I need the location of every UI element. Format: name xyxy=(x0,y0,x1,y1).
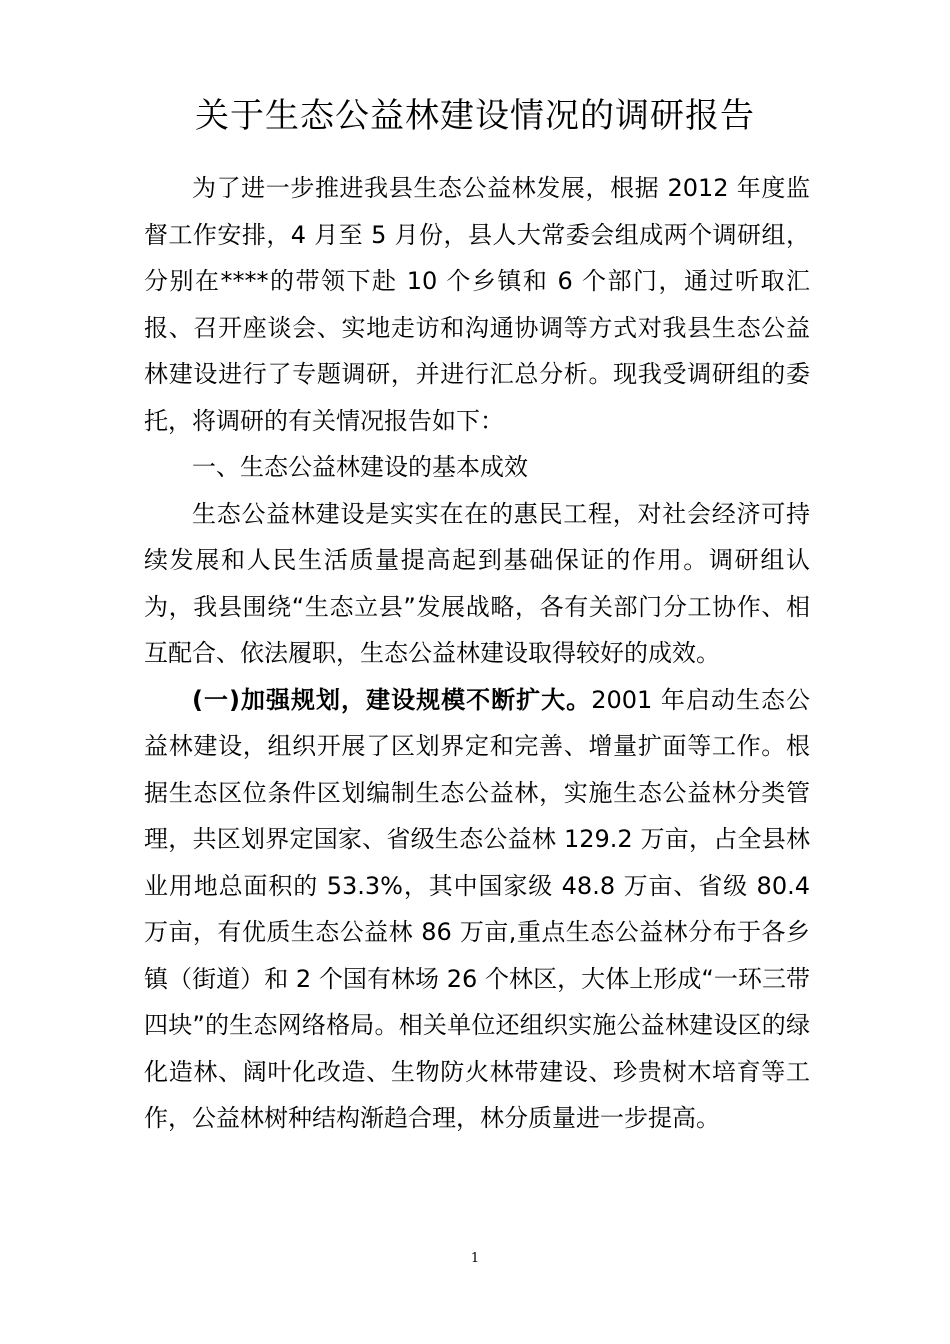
intro-paragraph: 为了进一步推进我县生态公益林发展，根据 2012 年度监督工作安排，4 月至 5 月份，县人大常委会组成两个调研组，分别在****的带领下赴 10 个乡镇和 6 个部门，通过听取汇报、召开座谈会、实地走访和沟通协调等方式对我县生态公益林建设进行了专题调研，并进行汇总分析。现我受调研组的委托，将调研的有关情况报告如下： xyxy=(144,174,810,435)
planning-paragraph xyxy=(144,677,810,1142)
document-title: 关于生态公益林建设情况的调研报告 xyxy=(195,96,755,136)
planning-text: 2001 年启动生态公益林建设，组织开展了区划界定和完善、增量扩面等工作。根据生态区位条件区划编制生态公益林，实施生态公益林分类管理，共区划界定国家、省级生态公益林 129.2 万亩，占全县林业用地总面积的 53.3%，其中国家级 48.8 万亩、省级 80.4 万亩，有优质生态公益林 86 万亩,重点生态公益林分布于各乡镇（街道）和 2 个国有林场 26 个林区，大体上形成“一环三带四块”的生态网络格局。相关单位还组织实施公益林建设区的绿化造林、阔叶化改造、生物防火林带建设、珍贵树木培育等工作，公益林树种结构渐趋合理，林分质量进一步提高。 xyxy=(144,685,810,1132)
section-heading: 一、生态公益林建设的基本成效 xyxy=(192,453,528,481)
document-body xyxy=(144,165,810,1142)
achievement-paragraph: 生态公益林建设是实实在在的惠民工程，对社会经济可持续发展和人民生活质量提高起到基础保证的作用。调研组认为，我县围绕“生态立县”发展战略，各有关部门分工协作、相互配合、依法履职，生态公益林建设取得较好的成效。 xyxy=(144,499,810,667)
page-number: 1 xyxy=(470,1251,480,1266)
planning-lead: (一)加强规划，建设规模不断扩大。 xyxy=(192,685,592,714)
